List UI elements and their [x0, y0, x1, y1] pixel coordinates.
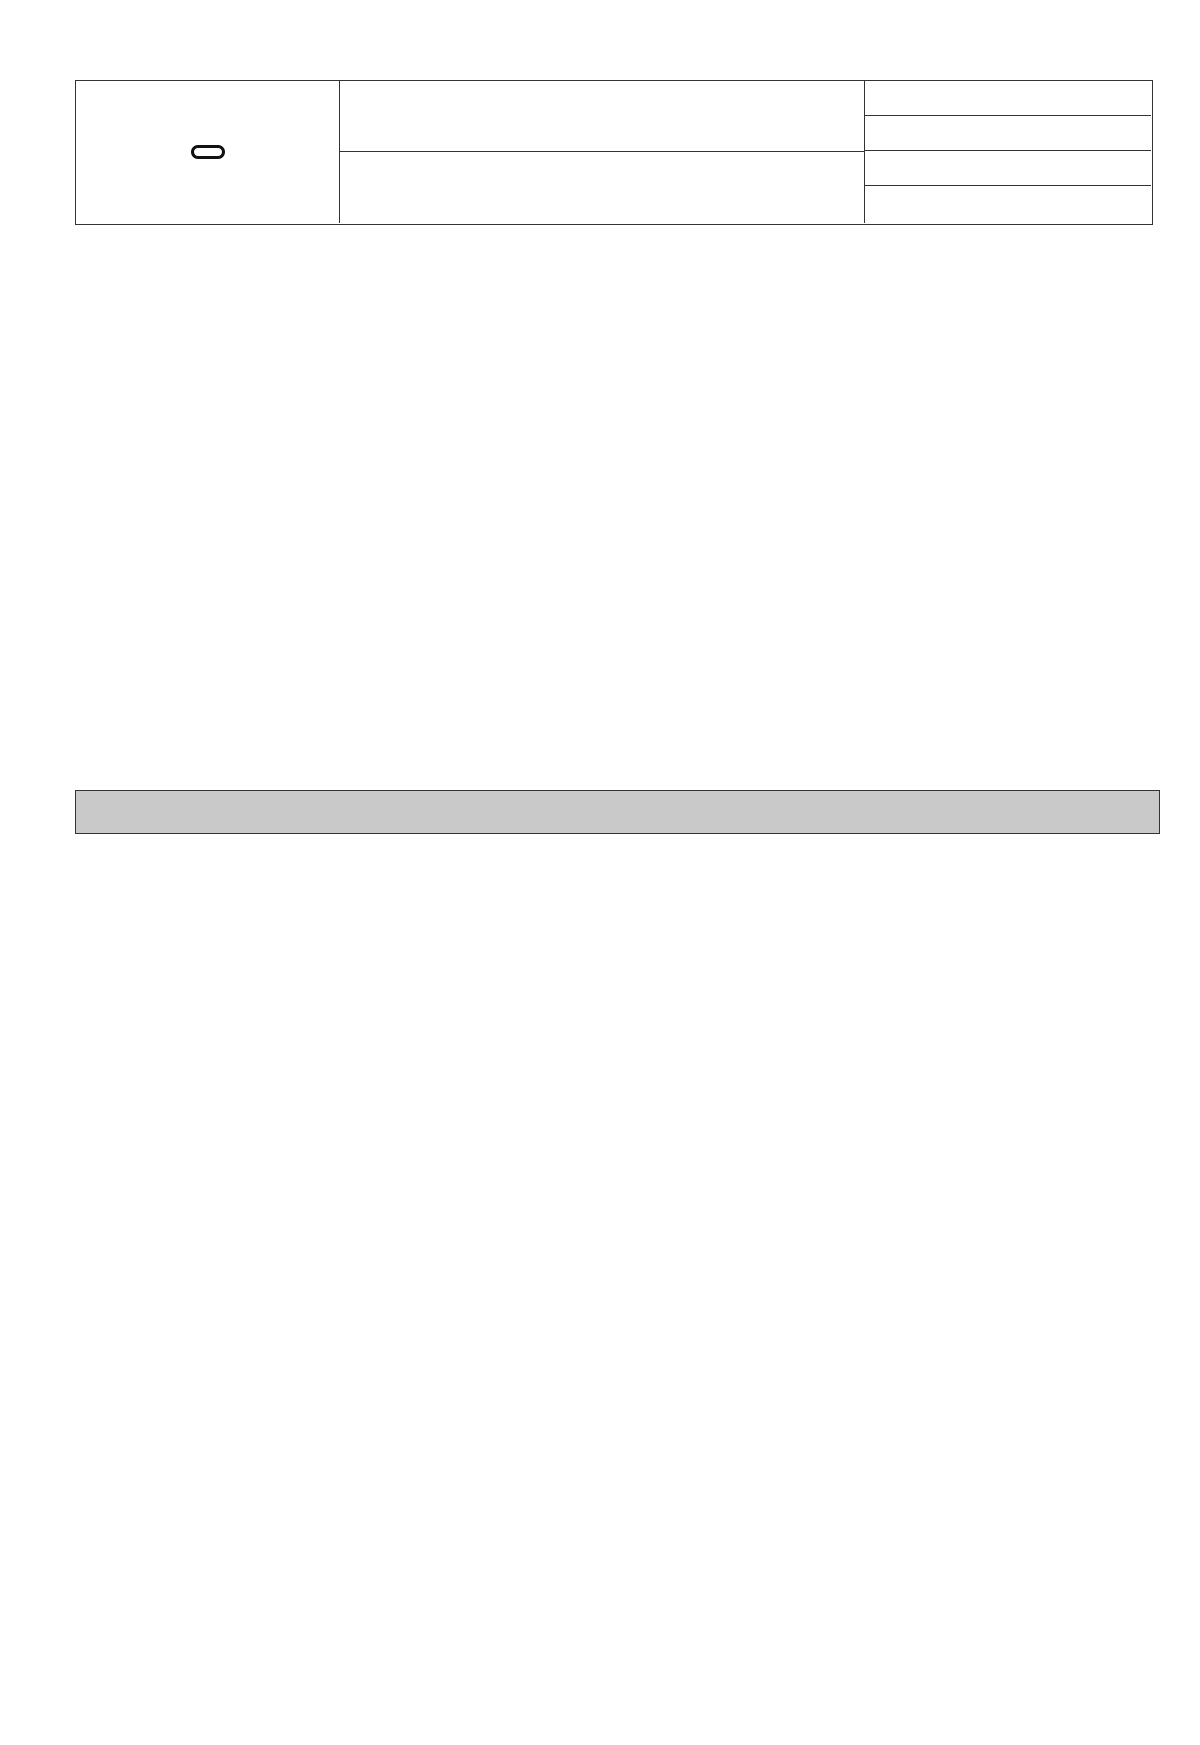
section-10-band: [75, 790, 1160, 834]
company-logo: [191, 145, 225, 159]
document-title: [339, 81, 864, 96]
header-meta-cell: [864, 81, 1151, 223]
header-title-cell: [339, 81, 865, 223]
update-info: [864, 116, 1151, 151]
document-header: [75, 80, 1153, 225]
creation-date: [864, 81, 1151, 116]
version-info: [864, 151, 1151, 186]
product-name: [339, 152, 864, 174]
logo-cell: [76, 81, 340, 223]
page-number: [864, 186, 1151, 221]
